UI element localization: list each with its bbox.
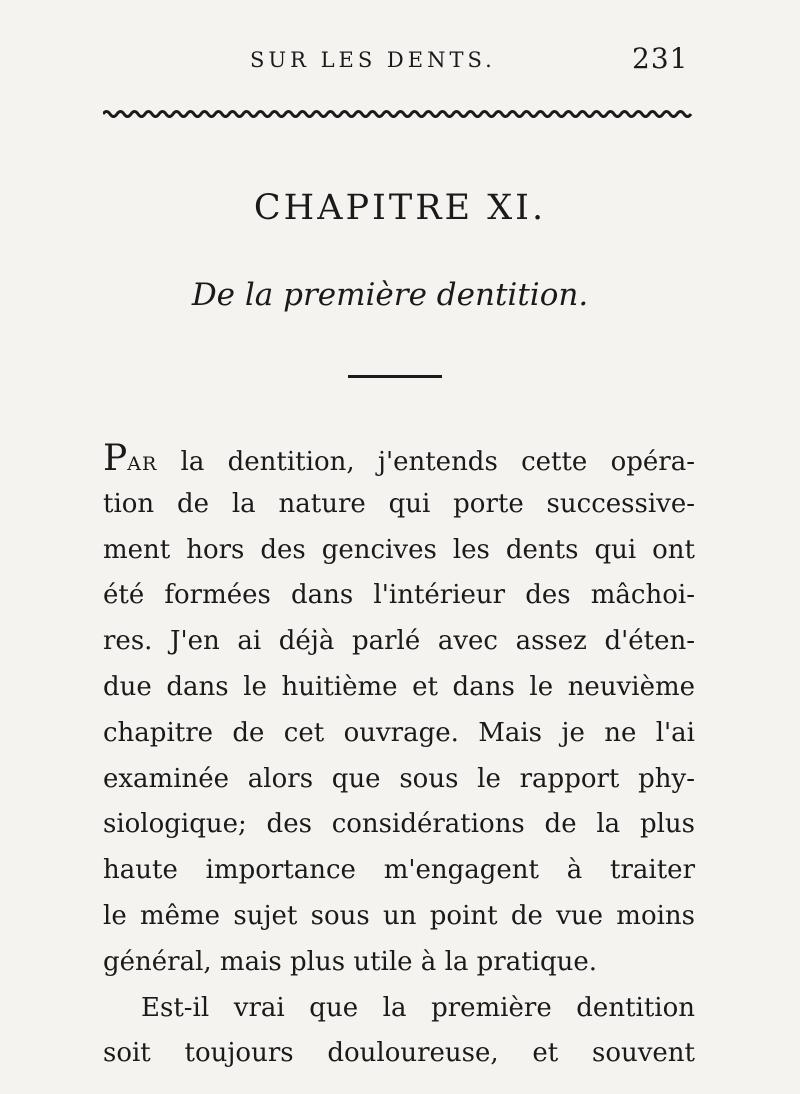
drop-cap: P [103,438,128,479]
text-line: res. J'en ai déjà parlé avec assez d'éten- [103,626,695,657]
text-line: Est-il vrai que la première dentition [141,992,695,1023]
text-line: ment hors des gencives les dents qui ont [103,534,695,565]
drop-cap-small-caps: AR [127,453,158,475]
ornamental-rule [103,108,693,120]
text-line: tion de la nature qui porte successive- [103,488,695,519]
text-line: haute importance m'engagent à traiter [103,855,695,886]
text-line: le même sujet sous un point de vue moins [103,900,695,931]
chapter-title: CHAPITRE XI. [253,188,547,228]
text-line: été formées dans l'intérieur des mâchoi- [103,580,695,611]
text-line: due dans le huitième et dans le neuvième [103,671,695,702]
page-number: 231 [632,42,689,75]
text-line: général, mais plus utile à la pratique. [103,946,598,977]
text-line: siologique; des considérations de la plus [103,809,695,840]
text-line: examinée alors que sous le rapport phy- [103,763,695,794]
first-line-text: la dentition, j'entends cette opéra- [157,447,695,477]
running-header: SUR LES DENTS. [250,48,496,72]
text-line: chapitre de cet ouvrage. Mais je ne l'ai [103,717,695,748]
text-line: soit toujours douloureuse, et souvent [103,1038,695,1069]
text-line [103,436,695,482]
section-divider [348,375,442,378]
body-text [103,436,695,1077]
chapter-subtitle: De la première dentition. [191,277,589,313]
